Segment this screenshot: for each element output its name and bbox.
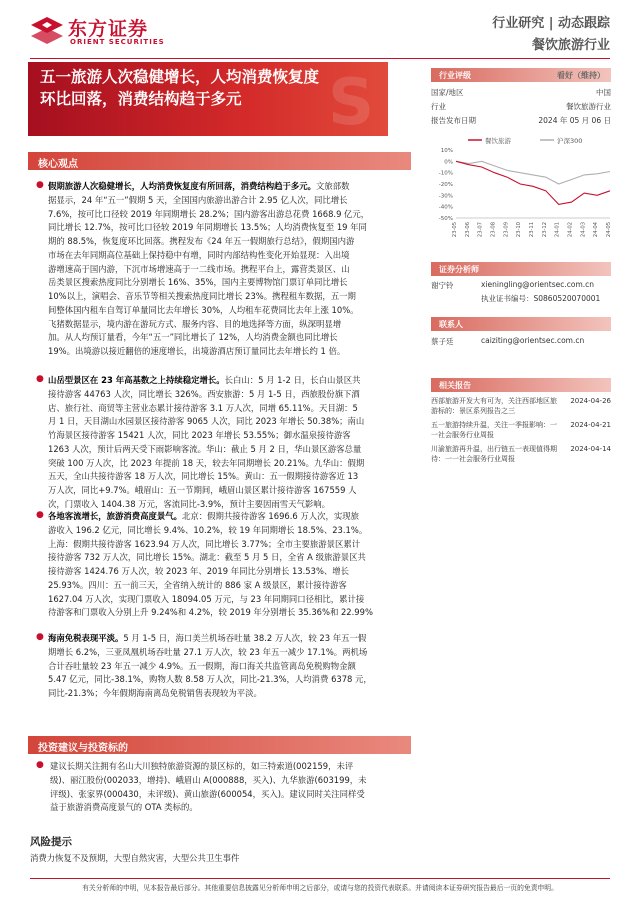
core-paragraph xyxy=(36,510,412,620)
text-line: 合计吞吐量较 23 年五一减少 4.9%。五一假期，海口海关共监管离岛免税购物金额 xyxy=(48,660,356,671)
analyst-label: 证券分析师 xyxy=(439,265,479,274)
paragraph-lead: 各地客流增长，旅游消费高度景气。 xyxy=(48,511,182,521)
y-tick-label: -40% xyxy=(438,204,453,211)
title-line-1: 五一旅游人次稳健增长，人均消费恢复度 xyxy=(40,68,320,86)
text-line: 接待游客 732 万人次，同比增长 15%。湖北：截至 5 月 5 日，全省 A 级旅游景区共 xyxy=(48,552,366,563)
y-tick-label: -50% xyxy=(438,216,453,222)
related-report-date: 2024-04-26 xyxy=(570,397,611,405)
x-tick-label: 23-12 xyxy=(541,222,548,238)
y-tick-label: 10% xyxy=(440,148,453,154)
text-line: 飞猪数据显示，境内游在游玩方式、服务内容、目的地选择等方面，纵深明显增 xyxy=(48,318,342,329)
text-line: 五天，全山共接待游客 18 万人次，同比增长 15%。黄山：五一假期接待游客近 13 xyxy=(48,471,359,482)
text-line: 加。从人均预订量看，今年“五一”同比增长了 12%，人均消费金额也同比增长 xyxy=(48,332,338,343)
analyst-email[interactable]: xieningling@orientsec.com.cn xyxy=(481,280,595,289)
x-tick-label: 24-03 xyxy=(580,222,587,238)
orient-logo-icon xyxy=(30,16,64,46)
contact-row xyxy=(431,336,611,349)
related-report-title[interactable]: 川渝旅游再升温，出行链五一表现值得期待：一一社会服务行业周报 xyxy=(431,445,557,463)
text-line: 据显示，24 年“五一”假期 5 天，全国国内旅游出游合计 2.95 亿人次，同比增长 xyxy=(48,194,348,205)
footer-disclaimer: 有关分析师的申明，见本报告最后部分。其他重要信息披露见分析师申明之后部分，或请与您的投资代表联系。并请阅读本证券研究报告最后一页的免责申明。 xyxy=(82,884,558,892)
analyst-cert: 执业证书编号：S0860520070001 xyxy=(481,294,601,303)
text-line: 游增速高于国内游，下沉市场增速高于一二线市场。携程平台上，露营类景区、山 xyxy=(48,263,350,274)
text-line: 5.47 亿元，同比-38.1%，购物人数 8.58 万人次，同比-21.3%，人均消费 6378 元， xyxy=(48,674,372,685)
contact-header xyxy=(431,317,611,331)
contact-name: 蔡子廷 xyxy=(431,337,454,346)
related-report[interactable] xyxy=(431,420,611,440)
core-paragraph xyxy=(36,632,412,701)
rating-header xyxy=(431,68,611,82)
bullet-icon: ● xyxy=(36,180,44,190)
y-tick-label: -30% xyxy=(438,193,453,200)
text-line: 接待游客 1424.76 万人次，较 2023 年、2019 年同比分别增长 13.53%、增长 xyxy=(48,566,350,576)
page-title xyxy=(40,66,380,110)
text-line: 上海：假期共接待游客 1623.94 万人次，同比增长 3.77%；全市主要旅游景区累计 xyxy=(48,538,361,549)
rating-value: 看好（维持） xyxy=(557,71,605,80)
text-line: 1263 人次，预计后两天受下雨影响客流。华山：截止 5 月 2 日，华山景区游客总量 xyxy=(48,443,362,454)
text-line: 万人次，同比+9.7%。峨眉山：五一节期间，峨眉山景区累计接待游客 167559 人 xyxy=(48,485,357,495)
x-tick-label: 23-05 xyxy=(452,222,458,238)
text-line: 级)、丽江股份(002033，增持)、峨眉山 A(000888，买入)、九华旅游(603199，未 xyxy=(50,774,367,785)
investment-label: 投资建议与投资标的 xyxy=(38,743,128,754)
x-tick-label: 23-11 xyxy=(529,222,535,238)
x-tick-label: 23-06 xyxy=(464,222,471,238)
related-report[interactable] xyxy=(431,396,611,416)
x-tick-label: 24-04 xyxy=(593,222,600,238)
text-line: 山岳型景区在 23 年高基数之上持续稳定增长。长白山：5 月 1-2 日，长白山景区共 xyxy=(48,375,361,385)
related-header xyxy=(431,378,611,392)
text-line: 期增长 6.2%，三亚凤凰机场吞吐量 27.1 万人次，较 23 年五一减少 17.1%。两机场 xyxy=(48,646,368,657)
y-tick-label: -20% xyxy=(438,182,453,188)
bullet-icon: ● xyxy=(36,510,44,520)
text-line: 评级)、张家界(000430，未评级)、黄山旅游(600054，买入)。建议同时关注同样受 xyxy=(50,788,365,799)
text-line: 游收入 196.2 亿元，同比增长 9.4%、10.2%，较 19 年同期增长 18.5%、23.1%。 xyxy=(48,524,368,535)
series-line xyxy=(456,161,610,204)
related-report-title[interactable]: 五一旅游持续升温，关注一季报影响：一一社会服务行业周报 xyxy=(431,421,557,439)
analyst-header xyxy=(431,262,611,276)
legend-label: 沪深300 xyxy=(557,137,583,145)
related-report-date: 2024-04-21 xyxy=(570,421,611,429)
core-view-header xyxy=(28,152,411,170)
analyst-name: 谢宁铃 xyxy=(431,281,454,290)
bullet-icon: ● xyxy=(36,374,44,384)
text-line: 1627.04 万人次，实现门票收入 18094.05 万元，与 23 年同期同口径相比，累计接 xyxy=(48,593,365,604)
contact-email[interactable]: caiziting@orientsec.com.cn xyxy=(481,336,585,345)
analyst-cert-row xyxy=(431,293,611,306)
text-line: 10%以上，演唱会、音乐节等相关搜索热度同比增长 23%。携程租车数据，五一期 xyxy=(48,291,356,301)
x-tick-label: 24-02 xyxy=(567,222,574,238)
text-line: 次，门票收入 1404.38 万元，客流同比-3.9%，预计主要因雨雪天气影响。 xyxy=(48,498,331,509)
text-line: 19%。出境游以接近翻倍的速度增长，出境游酒店预订量同比去年增长约 1 倍。 xyxy=(48,346,346,356)
report-industry: 餐饮旅游行业 xyxy=(531,38,610,53)
text-line: 突破 100 万人次，比 2023 年提前 18 天，较去年同期增长 20.21%。九华山：假期 xyxy=(48,457,365,468)
x-tick-label: 24-01 xyxy=(554,222,561,238)
rating-val: 2024 年 05 月 06 日 xyxy=(538,116,611,125)
text-line: 月 1 日，天目湖山水园景区接待游客 9065 人次，同比 2023 年增长 50.38%；南山 xyxy=(48,416,365,427)
related-report[interactable] xyxy=(431,444,611,464)
contact-label: 联系人 xyxy=(439,320,463,329)
rating-key: 行业 xyxy=(431,102,446,111)
core-paragraph xyxy=(36,374,412,512)
legend-label: 餐饮旅游 xyxy=(485,137,511,145)
text-line: 期的 88.5%，恢复度环比回落。携程发布《24 年五一假期旅行总结》，假期国内游 xyxy=(48,236,355,246)
text-line: 各地客流增长，旅游消费高度景气。北京：假期共接待游客 1696.6 万人次，实现旅 xyxy=(48,511,360,521)
core-paragraph xyxy=(36,180,412,359)
investment-text xyxy=(50,760,596,815)
rating-val: 中国 xyxy=(596,88,611,97)
x-tick-label: 23-07 xyxy=(477,222,484,238)
rating-row xyxy=(431,87,611,100)
x-tick-label: 23-09 xyxy=(503,222,510,238)
related-report-title[interactable]: 西部旅游开发大有可为，关注西部地区旅游标的：景区系列报告之三 xyxy=(431,397,557,415)
text-line: 25.93%。四川：五一前三天，全省纳入统计的 886 家 A 级景区，累计接待游客 xyxy=(48,579,347,590)
text-line: 建议长期关注拥有名山大川独特旅游资源的景区标的，如三特索道(002159，未评 xyxy=(50,761,354,771)
analyst-row xyxy=(431,280,611,293)
text-line: 接待游客 44763 人次，同比增长 326%。西安旅游：5 月 1-5 日，西旅股份旗下酒 xyxy=(48,388,360,399)
brand-name: 东方证券 xyxy=(68,18,149,40)
text-line: 益于旅游消费高度景气的 OTA 类标的。 xyxy=(50,802,198,813)
text-line: 同比-21.3%；今年假期海南离岛免税销售表现较为平淡。 xyxy=(48,688,262,698)
series-line xyxy=(456,161,610,184)
bullet-icon: ● xyxy=(36,632,44,642)
text-line: 7.6%，按可比口径较 2019 年同期增长 28.2%；国内游客出游总花费 1668.9 亿元， xyxy=(48,208,370,219)
related-label: 相关报告 xyxy=(439,381,471,390)
brand-name-en: ORIENT SECURITIES xyxy=(70,38,165,46)
y-tick-label: 0% xyxy=(444,159,453,166)
y-tick-label: -10% xyxy=(438,170,453,177)
investment-body xyxy=(36,760,596,815)
core-view-label: 核心观点 xyxy=(38,159,78,170)
text-line: 岳类景区搜索热度同比分别增长 16%、35%，国内主要博物馆门票订单同比增长 xyxy=(48,277,348,288)
report-type: 行业研究 | 动态跟踪 xyxy=(492,16,610,31)
performance-chart xyxy=(428,134,614,246)
x-tick-label: 23-10 xyxy=(516,222,523,238)
paragraph-lead: 海南免税表现平淡。 xyxy=(48,633,124,643)
rating-key: 报告发布日期 xyxy=(431,116,476,125)
svg-text:S: S xyxy=(328,66,375,136)
text-line: 待游客和门票收入分别上升 9.24%和 4.2%，较 2019 年分别增长 35.36%和 22.99% xyxy=(48,607,373,618)
risk-text: 消费力恢复不及预期，大型自然灾害，大型公共卫生事件 xyxy=(30,853,240,863)
rating-label: 行业评级 xyxy=(439,71,471,80)
related-report-date: 2024-04-14 xyxy=(570,445,611,453)
text-line: 市场在去年同期高位基础上保持稳中有增，同时内部结构性变化开始显现：入出境 xyxy=(48,249,350,260)
paragraph-lead: 假期旅游人次稳健增长，人均消费恢复度有所回落，消费结构趋于多元。 xyxy=(48,181,316,191)
text-line: 竹海景区接待游客 15421 人次，同比 2023 年增长 53.55%；御水温泉接待游客 xyxy=(48,430,351,440)
text-line: 同比增长 12.7%，按可比口径较 2019 年同期增长 13.5%；人均消费恢复至 19 年同 xyxy=(48,222,367,233)
text-line: 假期旅游人次稳健增长，人均消费恢复度有所回落，消费结构趋于多元。文旅部数 xyxy=(48,181,350,191)
text-line: 店、旅行社、商贸等主营业态累计接待游客 3.1 万人次，同增 65.11%。天目湖：5 xyxy=(48,402,358,413)
paragraph-lead: 山岳型景区在 23 年高基数之上持续稳定增长。 xyxy=(48,375,225,385)
title-line-2: 环比回落，消费结构趋于多元 xyxy=(40,90,242,108)
text-line: 海南免税表现平淡。5 月 1-5 日，海口美兰机场吞吐量 38.2 万人次，较 23 年五一假 xyxy=(48,633,367,643)
bullet-icon: ● xyxy=(36,760,44,770)
rating-row xyxy=(431,101,611,114)
rating-row xyxy=(431,115,611,128)
x-tick-label: 23-08 xyxy=(490,222,497,238)
rating-key: 国家/地区 xyxy=(431,88,464,97)
x-tick-label: 24-05 xyxy=(606,222,612,238)
header-divider xyxy=(30,58,610,59)
text-line: 间整体国内租车自驾订单量同比去年增长 30%，人均租车花费同比去年上涨 10%。 xyxy=(48,304,359,315)
footer-divider xyxy=(30,878,610,879)
risk-title: 风险提示 xyxy=(30,836,72,848)
investment-header xyxy=(28,736,411,754)
rating-val: 餐饮旅游行业 xyxy=(566,102,611,111)
